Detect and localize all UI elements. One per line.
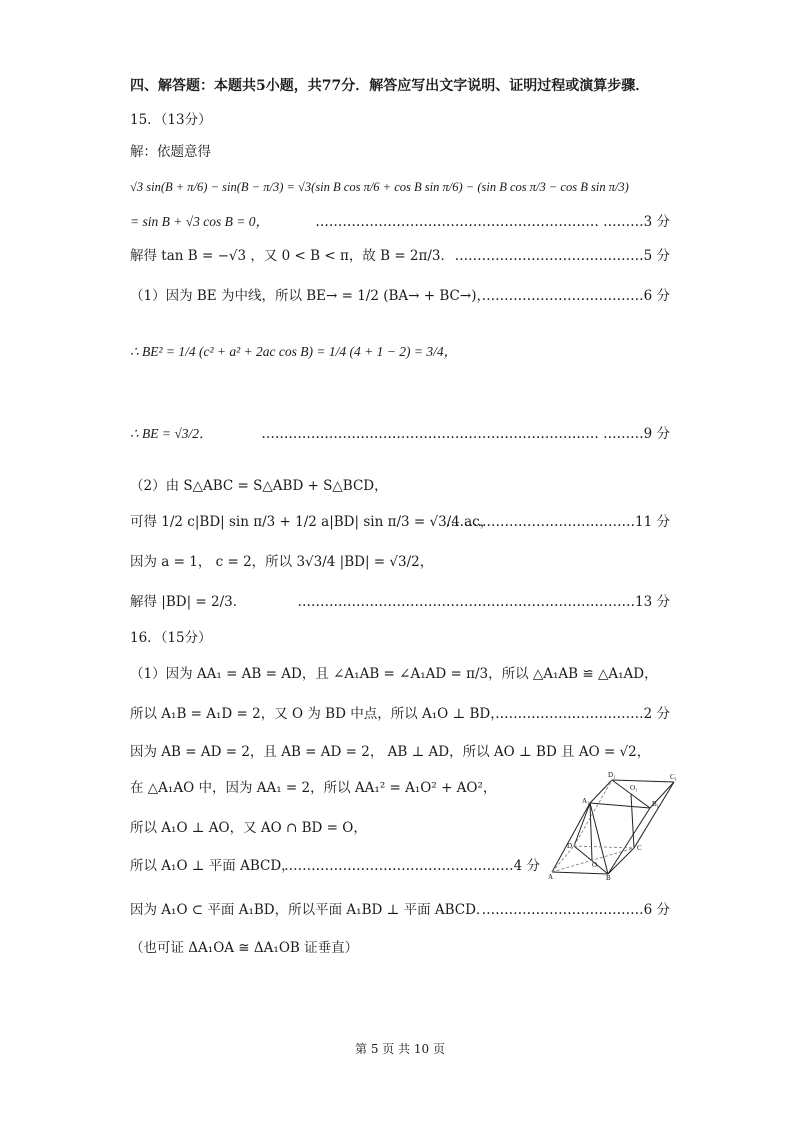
q16-line-6-points: ……………………………………………4 分	[284, 858, 540, 874]
q15-line-3: 解得 tan B = −√3 ，又 0 < B < π，故 B = 2π/3．	[130, 248, 455, 264]
q16-line-4: 在 △A₁AO 中，因为 AA₁ = 2，所以 AA₁² = A₁O² + AO²，	[130, 780, 497, 796]
label-c1: C₁	[670, 773, 678, 781]
q15-header: 15．（13分）	[130, 112, 212, 128]
q16-line-5: 所以 A₁O ⊥ AO，又 AO ∩ BD = O，	[130, 820, 367, 836]
q15-line-9: 因为 a = 1， c = 2，所以 3√3/4 |BD| = √3/2，	[130, 554, 434, 570]
q15-line-2-points: ……………………………………………………… ………3 分	[315, 214, 670, 230]
q16-line-7-points: ………………………………6 分	[481, 902, 670, 918]
q15-line-8-points: ……………………………………11 分	[446, 514, 670, 530]
q16-line-2: 所以 A₁B = A₁D = 2，又 O 为 BD 中点，所以 A₁O ⊥ BD，	[130, 706, 504, 722]
edge-d1-c1	[612, 780, 674, 782]
page-footer: 第 5 页 共 10 页	[355, 1042, 445, 1056]
q16-line-2-points: ……………………………2 分	[495, 706, 670, 722]
q15-line-7: （2）由 S△ABC = S△ABD + S△BCD，	[130, 478, 388, 494]
label-c: C	[637, 844, 642, 852]
edge-a1-d	[574, 803, 590, 846]
label-a: A	[548, 873, 554, 880]
label-a1: A₁	[582, 797, 590, 805]
label-b: B	[606, 874, 611, 880]
q16-line-2-row	[130, 704, 670, 724]
edge-d-b	[574, 846, 608, 874]
label-b1: B₁	[652, 800, 660, 808]
q15-line-4-points: ………………………………6 分	[481, 288, 670, 304]
label-d1: D₁	[608, 771, 616, 779]
q15-line-6-row	[130, 424, 670, 444]
label-o: O	[592, 861, 598, 869]
q16-line-3: 因为 AB = AD = 2，且 AB = AD = 2， AB ⊥ AD，所以 AO ⊥ BD 且 AO = √2，	[130, 744, 651, 760]
q16-header: 16．（15分）	[130, 630, 212, 646]
q16-line-7-row	[130, 900, 670, 920]
parallelepiped-figure	[548, 770, 678, 880]
q15-line-10-row	[130, 592, 670, 612]
q15-line-3-row	[130, 246, 670, 266]
q15-line-4: （1）因为 BE 为中线，所以 BE→ = 1/2 (BA→ + BC→)，	[130, 288, 490, 304]
edge-o1-c	[631, 794, 634, 848]
q15-line-1: √3 sin(B + π/6) − sin(B − π/3) = √3(sin B cos π/6 + cos B sin π/6) − (sin B cos π/3 − cos B sin π/3)	[130, 180, 629, 194]
edge-a1-d1	[590, 780, 612, 803]
q15-line-6: ∴ BE = √3/2．	[130, 426, 213, 441]
q16-line-6: 所以 A₁O ⊥ 平面 ABCD，	[130, 858, 295, 874]
q15-line-8: 可得 1/2 c|BD| sin π/3 + 1/2 a|BD| sin π/3 = √3/4 ac，	[130, 514, 494, 530]
label-o1: O₁	[630, 784, 638, 792]
q15-line-4-row	[130, 286, 670, 306]
q15-line-10-points: …………………………………………………………………13 分	[297, 594, 670, 610]
q16-line-8: （也可证 ΔA₁OA ≅ ΔA₁OB 证垂直）	[130, 940, 359, 956]
section-title: 四、解答题：本题共5小题，共77分．解答应写出文字说明、证明过程或演算步骤．	[130, 78, 650, 94]
edge-b-b1	[608, 808, 650, 874]
q15-line-2: = sin B + √3 cos B = 0，	[130, 214, 269, 229]
q15-line-5: ∴ BE² = 1/4 (c² + a² + 2ac cos B) = 1/4 (4 + 1 − 2) = 3/4，	[130, 344, 458, 359]
q15-line-6-points: ………………………………………………………………… ………9 分	[261, 426, 670, 442]
edge-b1-a1	[590, 803, 650, 808]
q15-line-3-points: ……………………………………5 分	[454, 248, 670, 264]
q15-line-10: 解得 |BD| = 2/3．	[130, 594, 247, 610]
q15-intro: 解：依题意得	[130, 144, 211, 160]
q16-line-7: 因为 A₁O ⊂ 平面 A₁BD，所以平面 A₁BD ⊥ 平面 ABCD．	[130, 902, 490, 918]
edge-a-b	[552, 872, 608, 874]
q15-line-2-row	[130, 212, 670, 232]
label-d: D	[567, 842, 573, 850]
edge-c-c1	[634, 782, 674, 848]
q16-line-6-row	[130, 856, 540, 876]
edge-a-a1	[552, 803, 590, 872]
q15-line-8-row	[130, 512, 670, 532]
q16-line-1: （1）因为 AA₁ = AB = AD，且 ∠A₁AB = ∠A₁AD = π/3，所以 △A₁AB ≌ △A₁AD，	[130, 666, 658, 682]
